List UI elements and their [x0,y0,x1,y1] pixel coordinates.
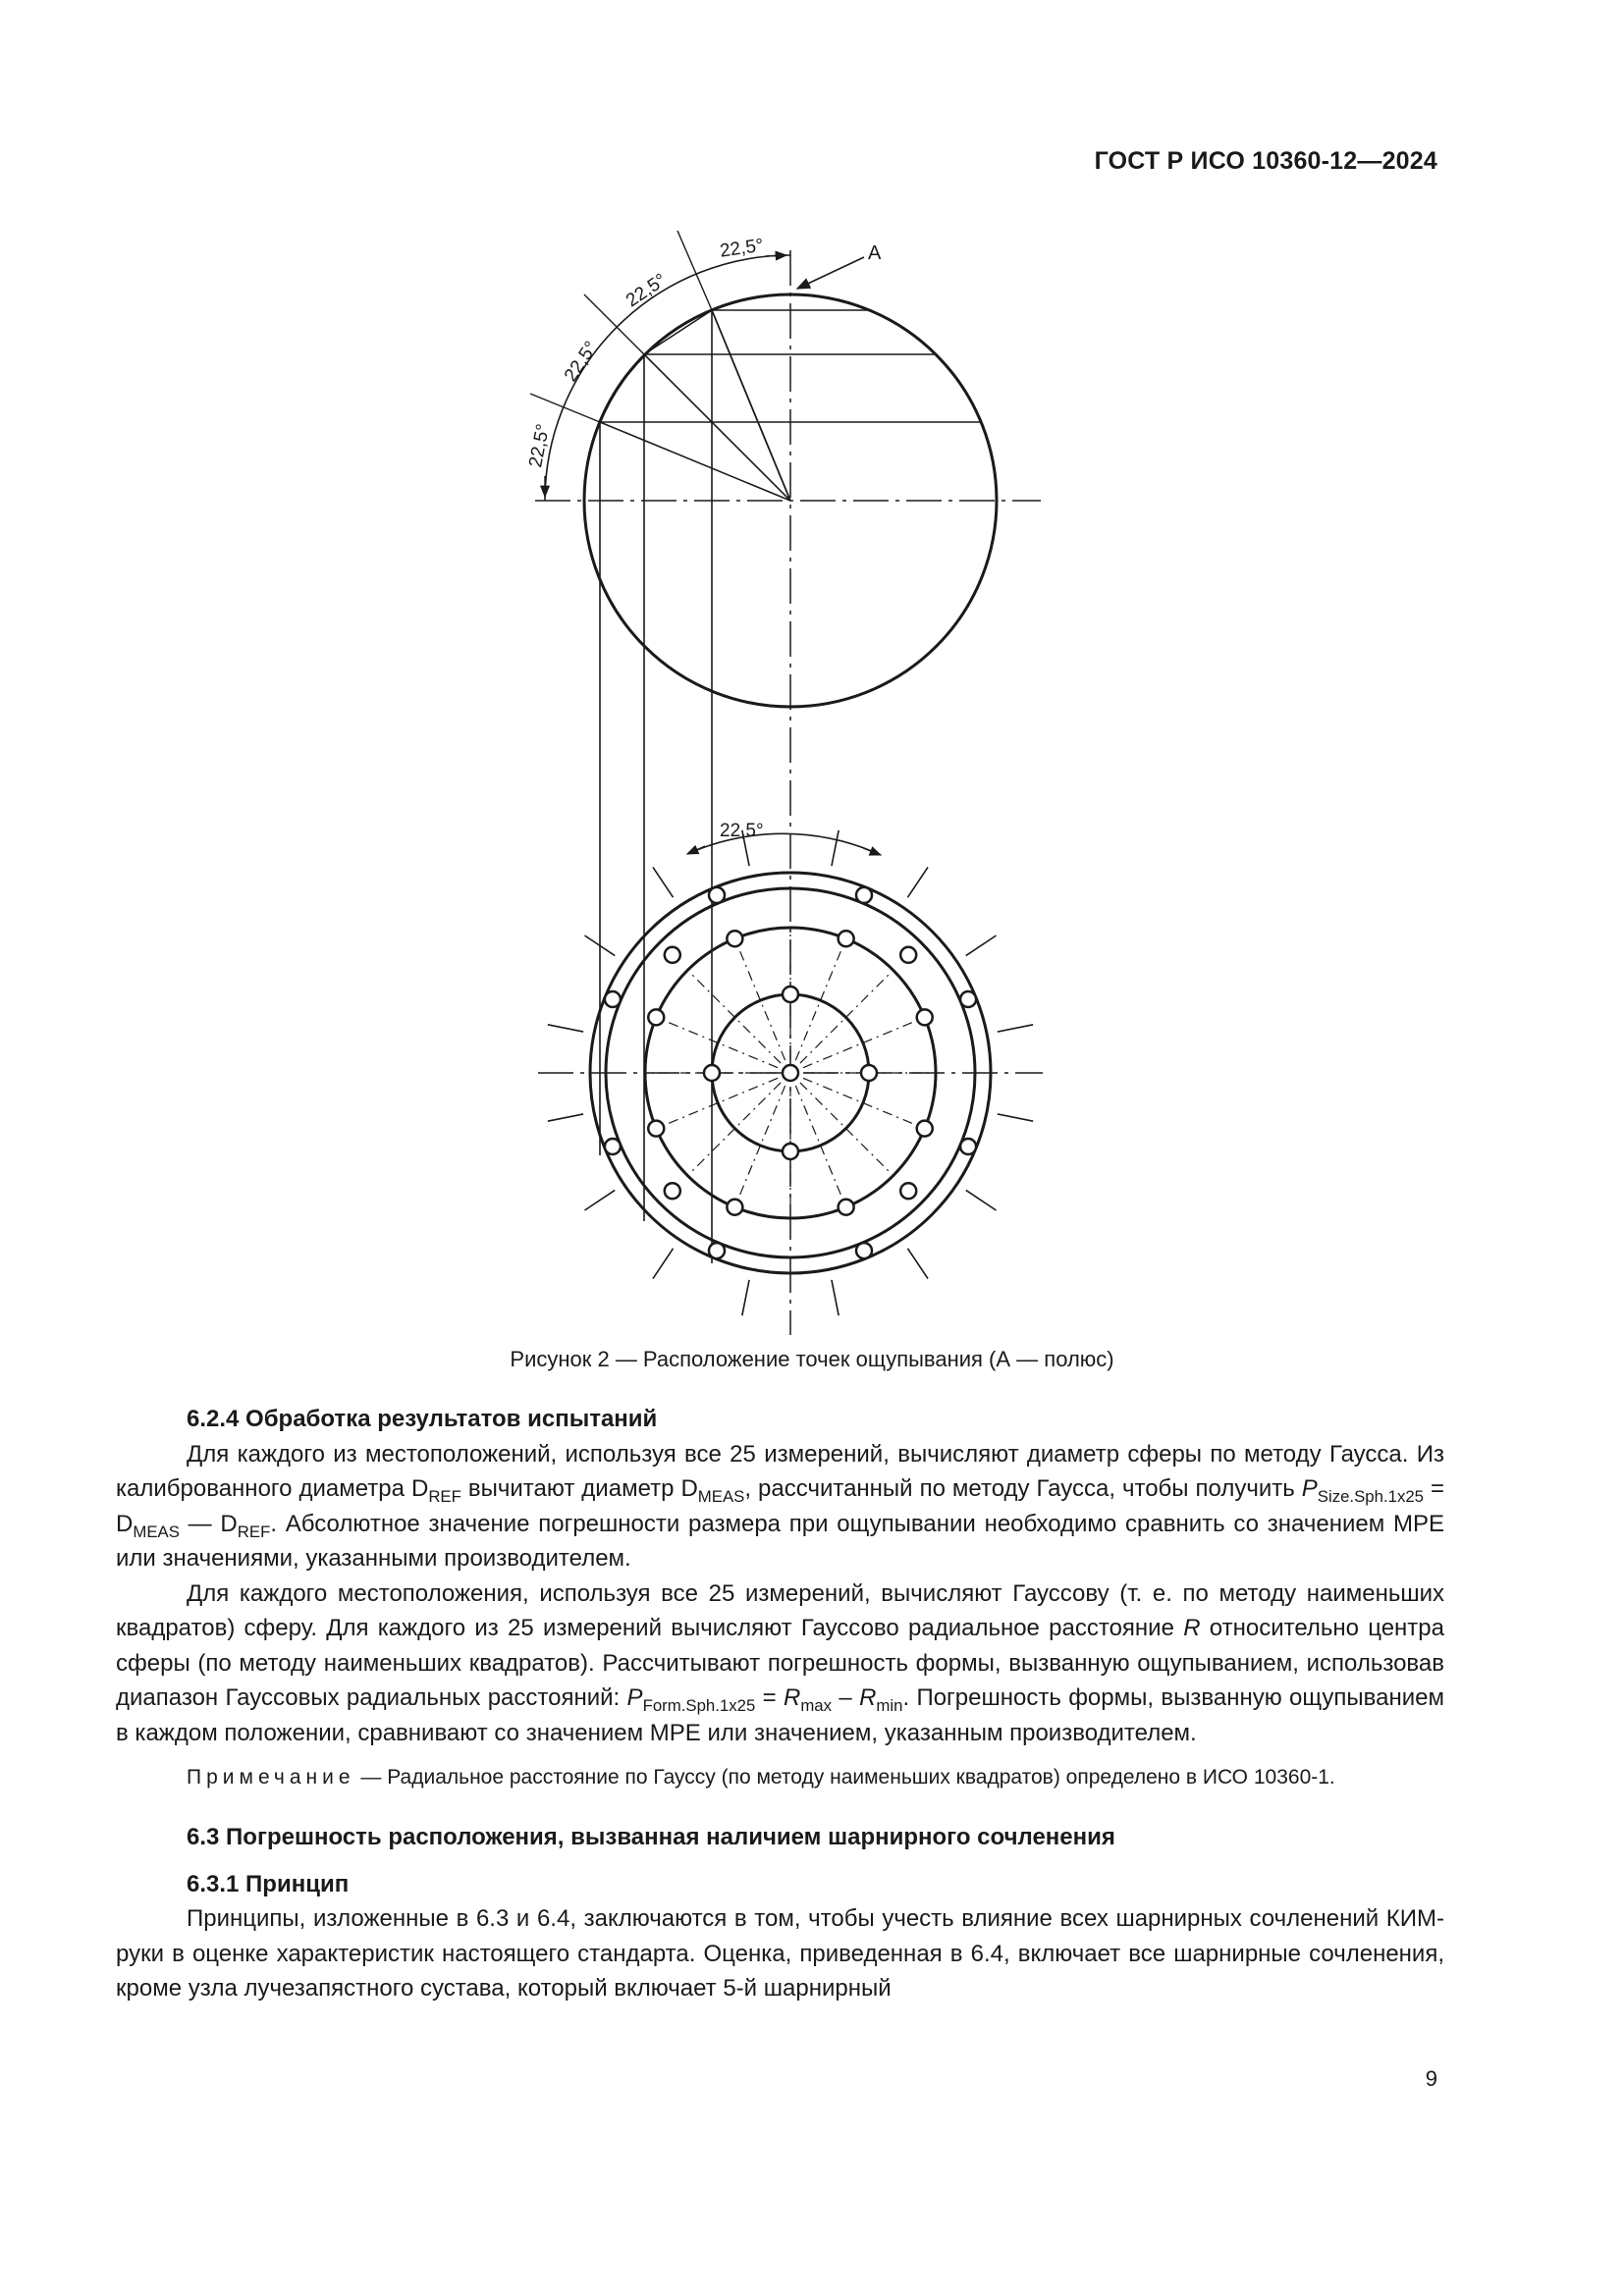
probe-point [900,1183,916,1199]
probe-point [839,1200,854,1215]
triangle-line-2 [644,310,712,354]
tick-mark [832,830,839,866]
tick-mark [907,867,928,897]
heading-6-3-1: 6.3.1 Принцип [187,1870,350,1897]
extension-line-3 [530,394,600,422]
probe-point [605,1139,621,1154]
probe-point [917,1121,933,1137]
probe-point [900,947,916,963]
pole-leader [797,257,864,289]
probe-point [648,1121,664,1137]
dimension-arrow-1 [766,255,786,256]
plan-dimension-arrow-2 [863,848,881,855]
probe-point [665,1183,680,1199]
probe-point [783,1144,798,1159]
angle-label-4: 22,5° [525,422,555,470]
main-text [116,1402,1444,2006]
tick-mark [966,935,997,956]
tick-mark [548,1114,583,1121]
pole-label: A [868,242,882,264]
probe-point [605,991,621,1007]
figure-caption: Рисунок 2 — Расположение точек ощупывания (А — полюс) [510,1347,1114,1371]
tick-mark [742,1280,749,1315]
probe-point [709,887,725,903]
tick-mark [907,1249,928,1279]
tick-mark [584,1190,615,1210]
heading-6-3: 6.3 Погрешность расположения, вызванная наличием шарнирного сочленения [187,1824,1115,1850]
plan-angle-dimension-arc [687,833,881,855]
probe-point [856,887,872,903]
tick-mark [966,1190,997,1210]
note: Примечание — Радиальное расстояние по Гауссу (по методу наименьших квадратов) определено в ИСО 10360-1. [187,1766,1335,1789]
sphere-side-view [530,231,1041,1335]
probe-point [856,1243,872,1258]
tick-mark [998,1114,1033,1121]
probe-point [839,931,854,946]
paragraph-6-3-1-1: Принципы, изложенные в 6.3 и 6.4, заключаются в том, чтобы учесть влияние всех шарнирных сочленений КИМ-руки в оценке характеристик настоящего стандарта. Оценка, приведенная в 6.4, включает все шарнирные сочленения, кроме узла лучезапястного сустава, который включает 5-й шарнирный [116,1905,1444,2002]
page-number: 9 [1425,2066,1437,2091]
probe-point [727,1200,742,1215]
probe-point [960,1139,976,1154]
paragraph-6-2-4-1: Для каждого из местоположений, используя все 25 измерений, вычисляют диаметр сферы по методу Гаусса. Из калиброванного диаметра $D_{REF}$ вычитают диаметр $D_{MEAS}$, рассчитанный по методу Гаусса, чтобы получить $P_{Size.Sph.1x25} = D_{MEAS}$ — $D_{REF}$. Абсолютное значение погрешности размера при ощупывании необходимо сравнить со значением МРЕ или значениями, указанными производителем. [116,1440,1445,1572]
center-probe-point [783,1065,798,1081]
probe-point [709,1243,725,1258]
document-header: ГОСТ Р ИСО 10360-12—2024 [1094,147,1437,175]
tick-mark [653,867,674,897]
tick-mark [548,1025,583,1032]
paragraph-6-2-4-2: Для каждого местоположения, используя все 25 измерений, вычисляют Гауссову (т. е. по методу наименьших квадратов) сферу. Для каждого из 25 измерений вычисляют Гауссово радиальное расстояние R относительно центра сферы (по методу наименьших квадратов). Рассчитывают погрешность формы, вызванную ощупыванием, использовав диапазон Гауссовых радиальных расстояний: $P_{Form.Sph.1x25} = R_{max} - R_{min}$. Погрешность формы, вызванную ощупыванием в каждом положении, сравнивают со значением МРЕ или значением, указанным производителем. [116,1579,1445,1746]
probe-point [861,1065,877,1081]
probe-point [704,1065,720,1081]
angle-label-1: 22,5° [718,235,765,262]
probe-point [960,991,976,1007]
probe-point [665,947,680,963]
probe-point [783,987,798,1002]
tick-mark [832,1280,839,1315]
ray-67-5 [600,422,790,501]
angle-label-3: 22,5° [560,338,603,386]
triangle-line-1 [712,310,790,501]
probe-point [648,1009,664,1025]
heading-6-2-4: 6.2.4 Обработка результатов испытаний [187,1406,658,1432]
probe-point [917,1009,933,1025]
probe-point [727,931,742,946]
tick-mark [998,1025,1033,1032]
ray-45 [644,354,790,501]
plan-dimension-arrow-1 [687,846,705,854]
tick-mark [653,1249,674,1279]
angle-label-2: 22,5° [622,269,671,312]
plan-angle-label: 22,5° [720,821,764,841]
